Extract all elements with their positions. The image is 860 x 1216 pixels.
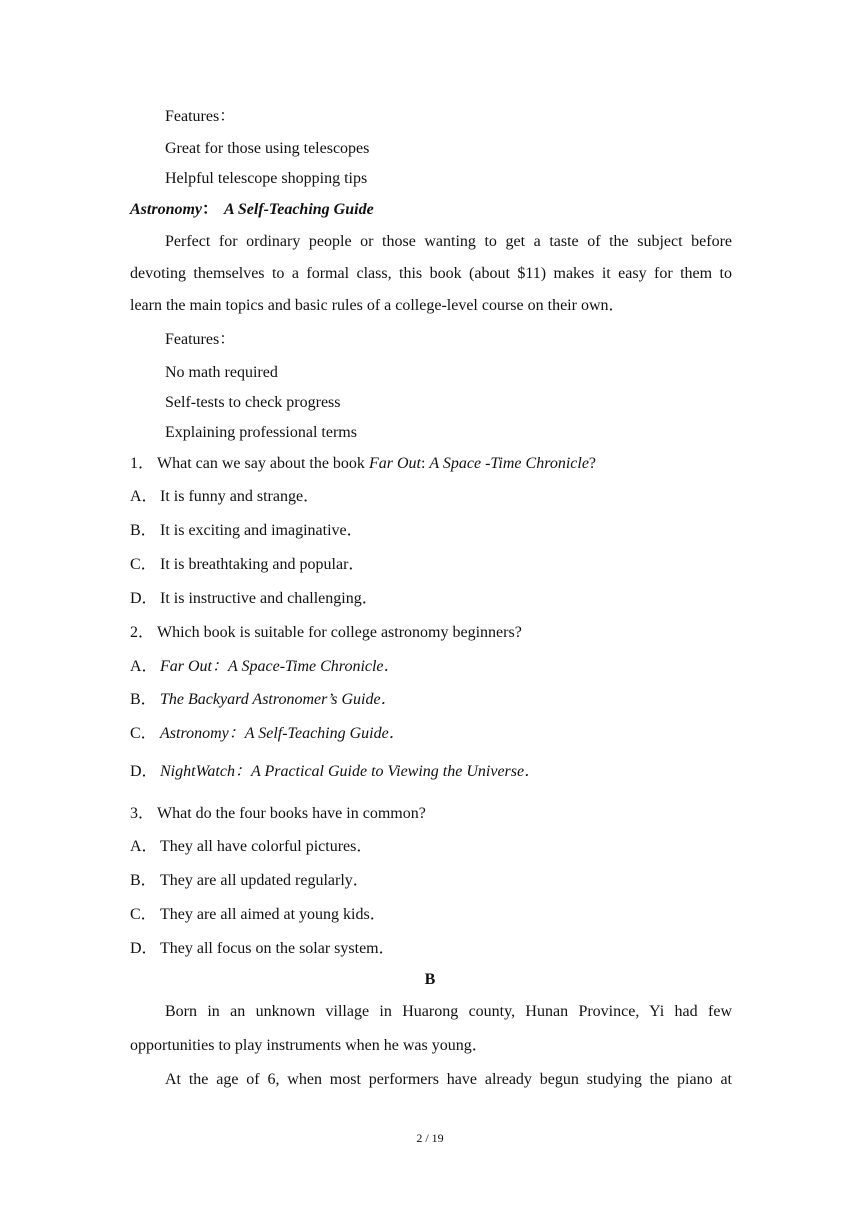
option-text: They all focus on the solar system． xyxy=(160,940,395,957)
question-text: : xyxy=(420,455,430,472)
paragraph-line: At the age of 6, when most performers have already begun studying the piano at xyxy=(165,1071,732,1088)
features-label: Features： xyxy=(165,108,236,125)
answer-option xyxy=(130,905,386,925)
option-text: They are all aimed at young kids． xyxy=(160,906,386,923)
option-text: Astronomy：A Self-Teaching Guide． xyxy=(160,725,405,742)
option-text: It is breathtaking and popular． xyxy=(160,556,365,573)
feature-item: Explaining professional terms xyxy=(165,424,357,441)
option-letter: D． xyxy=(130,940,158,957)
answer-option xyxy=(130,939,395,959)
option-letter: A． xyxy=(130,838,158,855)
answer-option xyxy=(130,589,378,609)
option-letter: B． xyxy=(130,522,157,539)
question-text: What do the four books have in common? xyxy=(157,805,426,822)
option-text: It is funny and strange． xyxy=(160,488,320,505)
paragraph-line: devoting themselves to a formal class, this book (about $11) makes it easy for them to xyxy=(130,265,732,282)
paragraph-line: opportunities to play instruments when he was young． xyxy=(130,1037,488,1054)
question-number: 3． xyxy=(130,805,155,822)
option-text: It is exciting and imaginative． xyxy=(160,522,363,539)
option-text: Far Out：A Space-Time Chronicle． xyxy=(160,658,400,675)
option-text: NightWatch：A Practical Guide to Viewing the Universe． xyxy=(160,763,541,780)
section-heading: B xyxy=(424,971,436,988)
page-number: 2 / 19 xyxy=(416,1131,444,1145)
option-text: They all have colorful pictures． xyxy=(160,838,373,855)
option-letter: D． xyxy=(130,763,158,780)
paragraph-line: Born in an unknown village in Huarong county, Hunan Province, Yi had few xyxy=(165,1003,732,1020)
feature-item: Great for those using telescopes xyxy=(165,140,370,157)
option-letter: C． xyxy=(130,556,157,573)
book-title-sep: ： xyxy=(202,201,219,218)
option-letter: B． xyxy=(130,872,157,889)
paragraph-line: learn the main topics and basic rules of a college-level course on their own． xyxy=(130,297,625,314)
option-letter: C． xyxy=(130,725,157,742)
answer-option xyxy=(130,657,400,677)
answer-option xyxy=(130,871,369,891)
book-title xyxy=(130,200,374,220)
question-text: What can we say about the book xyxy=(157,455,369,472)
question-stem xyxy=(130,454,596,474)
feature-item: No math required xyxy=(165,364,278,381)
question-stem xyxy=(130,804,426,824)
option-text: The Backyard Astronomer’s Guide． xyxy=(160,691,397,708)
question-number: 2． xyxy=(130,624,155,641)
feature-item: Helpful telescope shopping tips xyxy=(165,170,368,187)
answer-option xyxy=(130,837,372,857)
book-title-part: Astronomy xyxy=(130,201,203,218)
answer-option xyxy=(130,690,397,710)
option-letter: A． xyxy=(130,488,158,505)
answer-option xyxy=(130,724,405,744)
paragraph-line: Perfect for ordinary people or those wanting to get a taste of the subject before xyxy=(165,233,732,250)
answer-option xyxy=(130,762,540,782)
question-number: 1． xyxy=(130,455,155,472)
answer-option xyxy=(130,521,363,541)
option-text: It is instructive and challenging． xyxy=(160,590,378,607)
option-letter: D． xyxy=(130,590,158,607)
question-text: ? xyxy=(588,455,597,472)
answer-option xyxy=(130,555,364,575)
option-letter: B． xyxy=(130,691,157,708)
question-text-italic: A Space -Time Chronicle xyxy=(429,455,589,472)
answer-option xyxy=(130,487,319,507)
feature-item: Self-tests to check progress xyxy=(165,394,341,411)
option-text: They are all updated regularly． xyxy=(160,872,369,889)
features-label: Features： xyxy=(165,331,236,348)
option-letter: A． xyxy=(130,658,158,675)
question-text: Which book is suitable for college astronomy beginners? xyxy=(157,624,522,641)
book-title-part: A Self-Teaching Guide xyxy=(224,201,374,218)
option-letter: C． xyxy=(130,906,157,923)
question-text-italic: Far Out xyxy=(368,455,421,472)
question-stem xyxy=(130,623,522,643)
